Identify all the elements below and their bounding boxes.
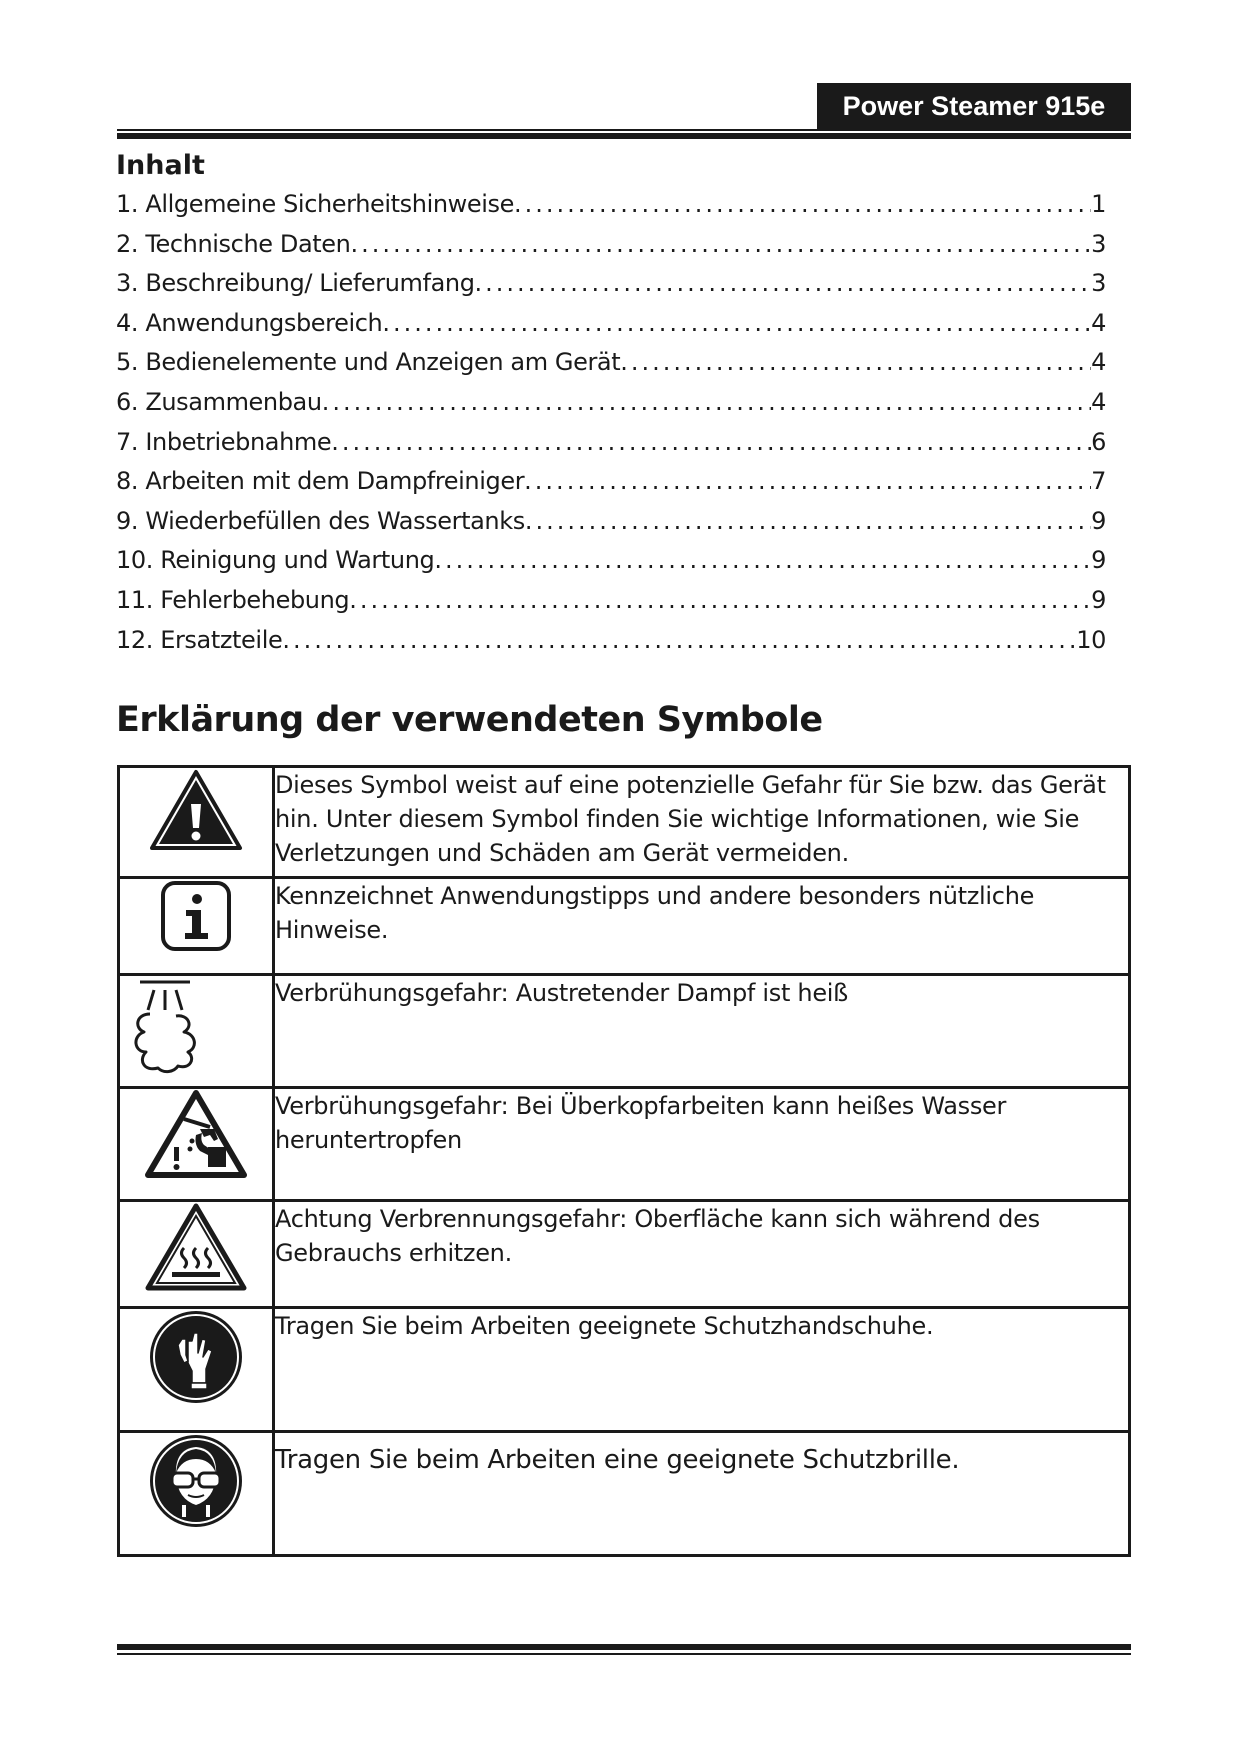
steam-icon bbox=[128, 976, 198, 1076]
toc-leader-dots bbox=[282, 626, 1076, 654]
toc-item[interactable] bbox=[116, 546, 1106, 586]
toc-item[interactable] bbox=[116, 309, 1106, 349]
toc-leader-dots bbox=[514, 190, 1091, 218]
table-row bbox=[119, 1088, 1130, 1201]
toc-item[interactable] bbox=[116, 586, 1106, 626]
toc-item[interactable] bbox=[116, 507, 1106, 547]
toc-item-page: 6 bbox=[1091, 427, 1106, 456]
toc-item-page: 4 bbox=[1091, 387, 1106, 416]
toc-item-title: 3. Beschreibung/ Lieferumfang bbox=[116, 269, 475, 298]
footer-rule-thick bbox=[117, 1644, 1131, 1650]
toc-item-page: 3 bbox=[1091, 229, 1106, 258]
toc-leader-dots bbox=[382, 309, 1091, 337]
info-icon bbox=[159, 879, 233, 953]
symbol-description: Achtung Verbrennungsgefahr: Oberfläche kann sich während des Gebrauchs erhitzen. bbox=[274, 1201, 1130, 1308]
toc-leader-dots bbox=[475, 269, 1092, 297]
toc-leader-dots bbox=[620, 348, 1091, 376]
table-row bbox=[119, 1308, 1130, 1432]
table-row bbox=[119, 878, 1130, 975]
symbol-description: Tragen Sie beim Arbeiten geeignete Schutzhandschuhe. bbox=[274, 1308, 1130, 1432]
safety-goggles-icon bbox=[148, 1433, 244, 1529]
toc-item-page: 7 bbox=[1091, 467, 1106, 496]
symbols-table bbox=[117, 765, 1131, 1557]
toc-item-page: 10 bbox=[1076, 625, 1106, 654]
table-of-contents bbox=[116, 190, 1106, 665]
toc-leader-dots bbox=[331, 428, 1091, 456]
toc-item-title: 12. Ersatzteile bbox=[116, 625, 283, 654]
toc-item-page: 3 bbox=[1091, 269, 1106, 298]
symbol-icon-cell bbox=[119, 1432, 274, 1556]
toc-item[interactable] bbox=[116, 428, 1106, 468]
hot-surface-warning-icon bbox=[144, 1202, 248, 1292]
symbol-icon-cell bbox=[119, 1308, 274, 1432]
toc-leader-dots bbox=[322, 388, 1091, 416]
dripping-water-warning-icon bbox=[144, 1089, 248, 1179]
toc-leader-dots bbox=[525, 507, 1091, 535]
toc-item-page: 9 bbox=[1091, 585, 1106, 614]
toc-item-page: 1 bbox=[1091, 190, 1106, 218]
toc-item-title: 7. Inbetriebnahme bbox=[116, 427, 332, 456]
footer-rule-thin bbox=[117, 1653, 1131, 1655]
symbol-icon-cell bbox=[119, 975, 274, 1088]
toc-item[interactable] bbox=[116, 626, 1106, 666]
toc-item[interactable] bbox=[116, 467, 1106, 507]
symbol-description: Tragen Sie beim Arbeiten eine geeignete Schutzbrille. bbox=[274, 1432, 1130, 1556]
symbol-icon-cell bbox=[119, 767, 274, 878]
toc-item-title: 4. Anwendungsbereich bbox=[116, 308, 383, 337]
toc-item-title: 9. Wiederbefüllen des Wassertanks bbox=[116, 506, 525, 535]
toc-leader-dots bbox=[349, 586, 1091, 614]
toc-item[interactable] bbox=[116, 230, 1106, 270]
toc-item-title: 6. Zusammenbau bbox=[116, 387, 322, 416]
symbol-icon-cell bbox=[119, 878, 274, 975]
gloves-icon bbox=[148, 1309, 244, 1405]
toc-item-title: 8. Arbeiten mit dem Dampfreiniger bbox=[116, 467, 525, 496]
toc-leader-dots bbox=[350, 230, 1091, 258]
toc-item[interactable] bbox=[116, 269, 1106, 309]
toc-item-page: 4 bbox=[1091, 348, 1106, 377]
toc-item-title: 5. Bedienelemente und Anzeigen am Gerät bbox=[116, 348, 621, 377]
warning-triangle-icon bbox=[148, 768, 244, 854]
toc-item-page: 4 bbox=[1091, 308, 1106, 337]
symbol-description: Kennzeichnet Anwendungstipps und andere besonders nützliche Hinweise. bbox=[274, 878, 1130, 975]
header-rule-thin bbox=[117, 129, 1131, 131]
table-row bbox=[119, 767, 1130, 878]
table-row bbox=[119, 1432, 1130, 1556]
toc-item-title: 1. Allgemeine Sicherheitshinweise bbox=[116, 190, 514, 218]
symbol-icon-cell bbox=[119, 1088, 274, 1201]
toc-item-page: 9 bbox=[1091, 506, 1106, 535]
table-row bbox=[119, 975, 1130, 1088]
symbol-icon-cell bbox=[119, 1201, 274, 1308]
toc-item-title: 10. Reinigung und Wartung bbox=[116, 546, 435, 575]
toc-item[interactable] bbox=[116, 348, 1106, 388]
symbol-description: Verbrühungsgefahr: Bei Überkopfarbeiten kann heißes Wasser heruntertropfen bbox=[274, 1088, 1130, 1201]
toc-item[interactable] bbox=[116, 190, 1106, 230]
toc-leader-dots bbox=[524, 467, 1091, 495]
header-rule-thick bbox=[117, 133, 1131, 139]
symbol-description: Verbrühungsgefahr: Austretender Dampf ist heiß bbox=[274, 975, 1130, 1088]
symbols-heading: Erklärung der verwendeten Symbole bbox=[116, 700, 823, 740]
product-title: Power Steamer 915e bbox=[817, 83, 1131, 130]
toc-heading: Inhalt bbox=[116, 150, 205, 181]
table-row bbox=[119, 1201, 1130, 1308]
toc-item-title: 2. Technische Daten bbox=[116, 229, 351, 258]
toc-item[interactable] bbox=[116, 388, 1106, 428]
toc-item-title: 11. Fehlerbehebung bbox=[116, 585, 350, 614]
toc-item-page: 9 bbox=[1091, 546, 1106, 575]
symbol-description: Dieses Symbol weist auf eine potenzielle Gefahr für Sie bzw. das Gerät hin. Unter diesem Symbol finden Sie wichtige Informationen, wie Sie Verletzungen und Schäden am Gerät vermeiden. bbox=[274, 767, 1130, 878]
toc-leader-dots bbox=[434, 546, 1091, 574]
